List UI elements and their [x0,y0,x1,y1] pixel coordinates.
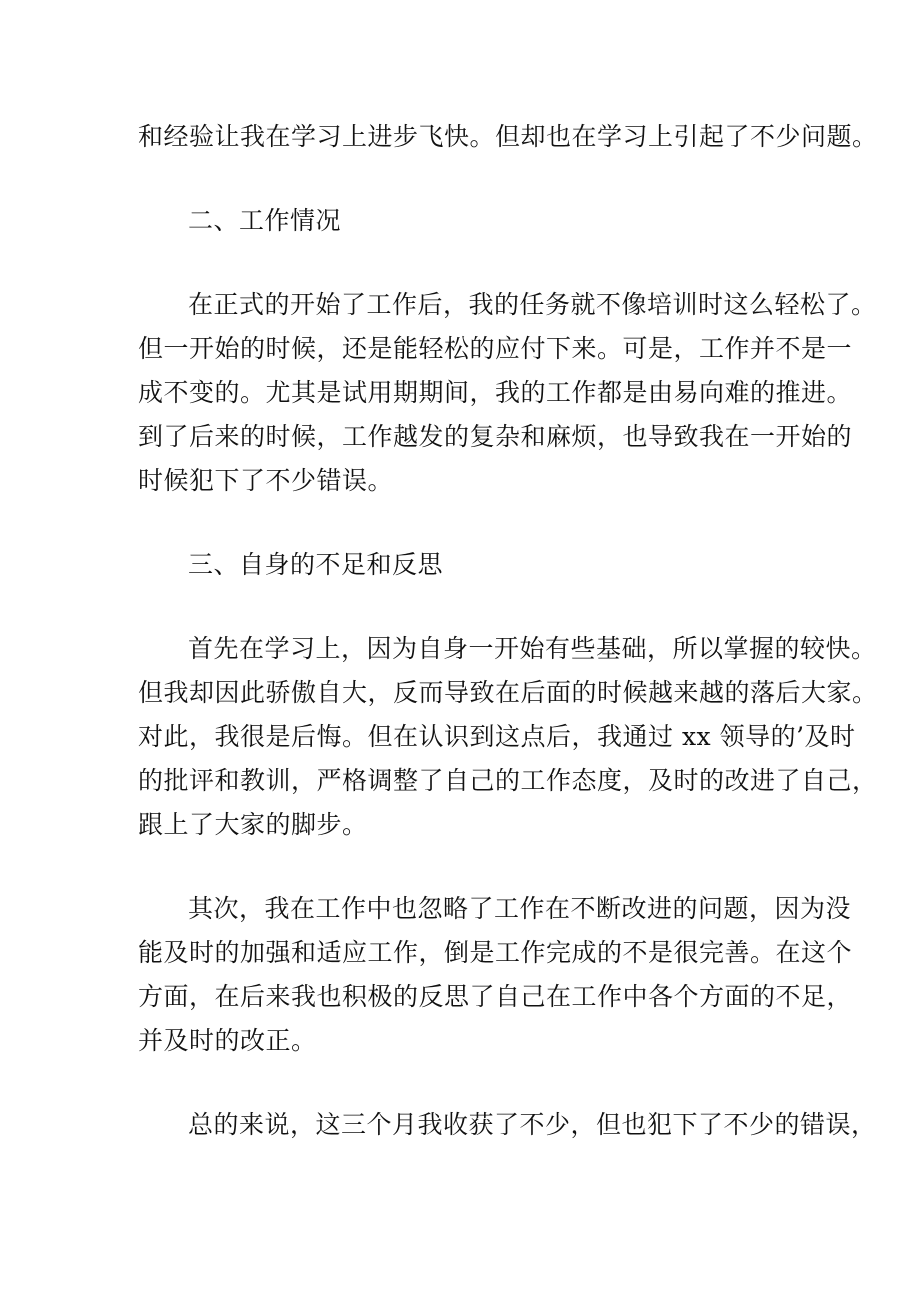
text-line: 能及时的加强和适应工作，倒是工作完成的不是很完善。在这个 [138,938,853,967]
section-heading: 三、自身的不足和反思 [188,550,444,579]
text-line: 总的来说，这三个月我收获了不少，但也犯下了不少的错误， [188,1110,877,1139]
text-line: 但一开始的时候，还是能轻松的应付下来。可是，工作并不是一 [138,334,853,363]
text-line: 并及时的改正。 [138,1026,317,1055]
text-line: 时候犯下了不少错误。 [138,466,394,495]
text-line: 的批评和教训，严格调整了自己的工作态度，及时的改进了自己， [138,766,878,795]
section-heading: 二、工作情况 [188,206,342,235]
text-line: 和经验让我在学习上进步飞快。但却也在学习上引起了不少问题。 [138,122,878,151]
text-line: 但我却因此骄傲自大，反而导致在后面的时候越来越的落后大家。 [138,678,878,707]
text-line: 其次，我在工作中也忽略了工作在不断改进的问题，因为没 [188,894,852,923]
text-line: 方面，在后来我也积极的反思了自己在工作中各个方面的不足， [138,982,853,1011]
text-line: 对此，我很是后悔。但在认识到这点后，我通过 xx 领导的’及时 [138,722,856,751]
text-line: 到了后来的时候，工作越发的复杂和麻烦，也导致我在一开始的 [138,422,853,451]
text-line: 在正式的开始了工作后，我的任务就不像培训时这么轻松了。 [188,290,877,319]
text-line: 跟上了大家的脚步。 [138,810,368,839]
text-line: 首先在学习上，因为自身一开始有些基础，所以掌握的较快。 [188,634,877,663]
text-line: 成不变的。尤其是试用期期间，我的工作都是由易向难的推进。 [138,378,853,407]
